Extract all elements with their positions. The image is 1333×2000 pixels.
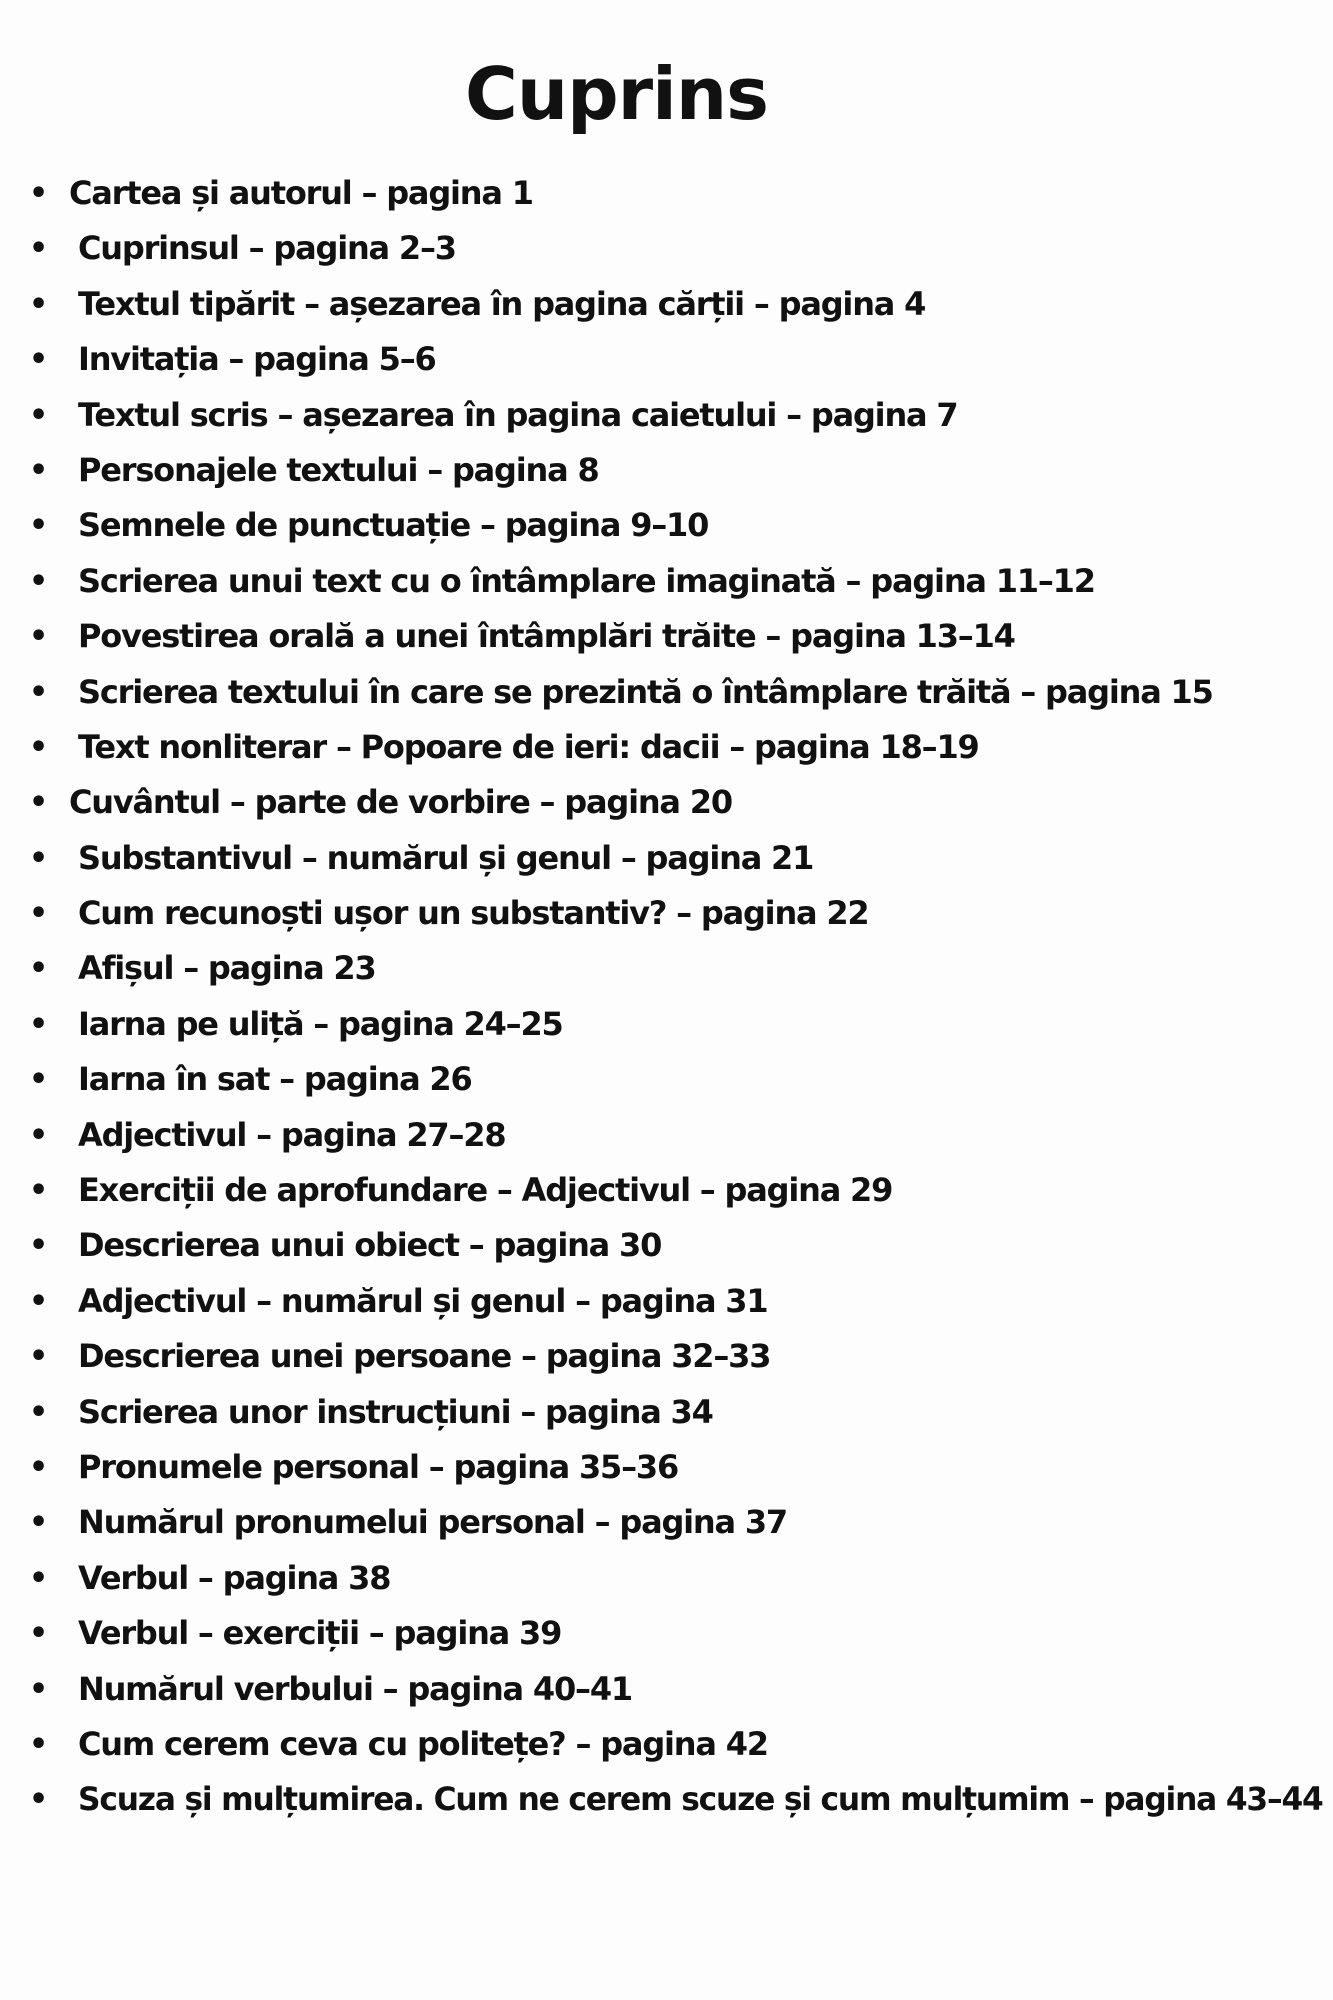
toc-item-text: Cuprinsul – pagina 2–3 bbox=[78, 229, 456, 268]
toc-item-text: Text nonliterar – Popoare de ieri: dacii – pagina 18–19 bbox=[78, 727, 979, 766]
toc-item-text: Iarna pe uliță – pagina 24–25 bbox=[78, 1004, 563, 1043]
toc-item-verbul bbox=[0, 1551, 1333, 1606]
bullet-icon: • bbox=[29, 1505, 49, 1541]
toc-item-scrierea-unui-text bbox=[0, 554, 1333, 609]
toc-item-iarna-in-sat bbox=[0, 1052, 1333, 1107]
toc-item-text: Semnele de punctuație – pagina 9–10 bbox=[78, 506, 709, 545]
bullet-icon: • bbox=[29, 951, 49, 987]
bullet-icon: • bbox=[29, 508, 49, 544]
bullet-icon: • bbox=[29, 286, 49, 322]
toc-item-text: Cartea și autorul – pagina 1 bbox=[69, 174, 533, 212]
bullet-icon: • bbox=[29, 1339, 49, 1375]
toc-item-text: Scrierea textului în care se prezintă o întâmplare trăită – pagina 15 bbox=[78, 672, 1213, 711]
toc-item-text: Adjectivul – numărul și genul – pagina 31 bbox=[78, 1281, 768, 1320]
toc-item-text: Scrierea unui text cu o întâmplare imaginată – pagina 11–12 bbox=[78, 561, 1095, 600]
bullet-icon: • bbox=[29, 1283, 49, 1319]
bullet-icon: • bbox=[29, 674, 49, 710]
bullet-icon: • bbox=[29, 1782, 49, 1818]
bullet-icon: • bbox=[29, 785, 49, 821]
toc-item-text: Scuza și mulțumirea. Cum ne cerem scuze și cum mulțumim – pagina 43–44 bbox=[78, 1780, 1323, 1819]
bullet-icon: • bbox=[29, 1006, 49, 1042]
bullet-icon: • bbox=[29, 840, 49, 876]
bullet-icon: • bbox=[29, 231, 49, 267]
bullet-icon: • bbox=[29, 452, 49, 488]
toc-item-scrierea-unor-instructiuni bbox=[0, 1385, 1333, 1440]
bullet-icon: • bbox=[29, 729, 49, 765]
bullet-icon: • bbox=[29, 1560, 49, 1596]
bullet-icon: • bbox=[29, 1394, 49, 1430]
toc-item-text: Cuvântul – parte de vorbire – pagina 20 bbox=[69, 783, 732, 822]
toc-item-descrierea-unui-obiect bbox=[0, 1218, 1333, 1273]
bullet-icon: • bbox=[29, 563, 49, 599]
toc-item-text: Textul scris – așezarea în pagina caietului – pagina 7 bbox=[78, 395, 958, 434]
toc-item-text: Numărul pronumelui personal – pagina 37 bbox=[78, 1503, 787, 1542]
toc-item-text: Personajele textului – pagina 8 bbox=[78, 450, 599, 489]
toc-item-cum-recunosti bbox=[0, 886, 1333, 941]
bullet-icon: • bbox=[29, 176, 49, 211]
toc-item-numarul-verbului bbox=[0, 1662, 1333, 1717]
toc-item-textul-tiparit bbox=[0, 277, 1333, 332]
toc-item-text: Scrierea unor instrucțiuni – pagina 34 bbox=[78, 1392, 713, 1431]
bullet-icon: • bbox=[29, 1449, 49, 1485]
bullet-icon: • bbox=[29, 1117, 49, 1153]
toc-item-text-nonliterar bbox=[0, 720, 1333, 775]
toc-item-text: Numărul verbului – pagina 40–41 bbox=[78, 1669, 632, 1708]
toc-item-numarul-pronumelui bbox=[0, 1495, 1333, 1550]
toc-item-text: Cum cerem ceva cu politețe? – pagina 42 bbox=[78, 1724, 768, 1763]
toc-item-invitatia bbox=[0, 332, 1333, 387]
toc-item-pronumele-personal bbox=[0, 1440, 1333, 1495]
toc-item-scrierea-textului bbox=[0, 665, 1333, 720]
bullet-icon: • bbox=[29, 1616, 49, 1652]
table-of-contents bbox=[0, 166, 1333, 1828]
toc-item-adjectivul bbox=[0, 1108, 1333, 1163]
toc-item-cuvantul bbox=[0, 775, 1333, 830]
bullet-icon: • bbox=[29, 1726, 49, 1762]
bullet-icon: • bbox=[29, 619, 49, 655]
toc-item-text: Textul tipărit – așezarea în pagina cărții – pagina 4 bbox=[78, 284, 926, 323]
toc-item-text: Descrierea unei persoane – pagina 32–33 bbox=[78, 1337, 771, 1376]
toc-item-adjectivul-numarul-si-genul bbox=[0, 1274, 1333, 1329]
toc-item-povestirea-orala bbox=[0, 609, 1333, 664]
toc-item-cuprinsul bbox=[0, 221, 1333, 276]
toc-item-textul-scris bbox=[0, 388, 1333, 443]
bullet-icon: • bbox=[29, 1173, 49, 1209]
toc-item-exercitii-de-aprofundare bbox=[0, 1163, 1333, 1218]
toc-item-iarna-pe-ulita bbox=[0, 997, 1333, 1052]
toc-item-text: Cum recunoști ușor un substantiv? – pagina 22 bbox=[78, 894, 869, 933]
toc-item-afisul bbox=[0, 941, 1333, 996]
bullet-icon: • bbox=[29, 342, 49, 378]
bullet-icon: • bbox=[29, 1228, 49, 1264]
bullet-icon: • bbox=[29, 1062, 49, 1098]
toc-item-text: Iarna în sat – pagina 26 bbox=[78, 1060, 472, 1099]
toc-item-text: Exerciții de aprofundare – Adjectivul – pagina 29 bbox=[78, 1171, 893, 1210]
bullet-icon: • bbox=[29, 896, 49, 932]
toc-item-text: Verbul – pagina 38 bbox=[78, 1558, 391, 1597]
toc-item-cartea-si-autorul bbox=[0, 166, 1333, 221]
toc-item-text: Verbul – exerciții – pagina 39 bbox=[78, 1614, 562, 1653]
toc-item-cum-cerem-ceva bbox=[0, 1717, 1333, 1772]
toc-item-substantivul bbox=[0, 831, 1333, 886]
page-title: Cuprins bbox=[465, 52, 768, 136]
toc-item-verbul-exercitii bbox=[0, 1606, 1333, 1661]
toc-item-personajele-textului bbox=[0, 443, 1333, 498]
toc-item-text: Afișul – pagina 23 bbox=[78, 949, 376, 988]
toc-item-descrierea-unei-persoane bbox=[0, 1329, 1333, 1384]
toc-item-text: Substantivul – numărul și genul – pagina 21 bbox=[78, 838, 814, 877]
toc-item-scuza-si-multumirea bbox=[0, 1772, 1333, 1827]
toc-item-text: Invitația – pagina 5–6 bbox=[78, 340, 436, 379]
bullet-icon: • bbox=[29, 1671, 49, 1707]
bullet-icon: • bbox=[29, 397, 49, 433]
toc-item-text: Adjectivul – pagina 27–28 bbox=[78, 1115, 506, 1154]
toc-item-text: Pronumele personal – pagina 35–36 bbox=[78, 1447, 679, 1486]
toc-item-text: Povestirea orală a unei întâmplări trăite – pagina 13–14 bbox=[78, 617, 1015, 656]
toc-item-semnele-de-punctuatie bbox=[0, 498, 1333, 553]
toc-item-text: Descrierea unui obiect – pagina 30 bbox=[78, 1226, 662, 1265]
